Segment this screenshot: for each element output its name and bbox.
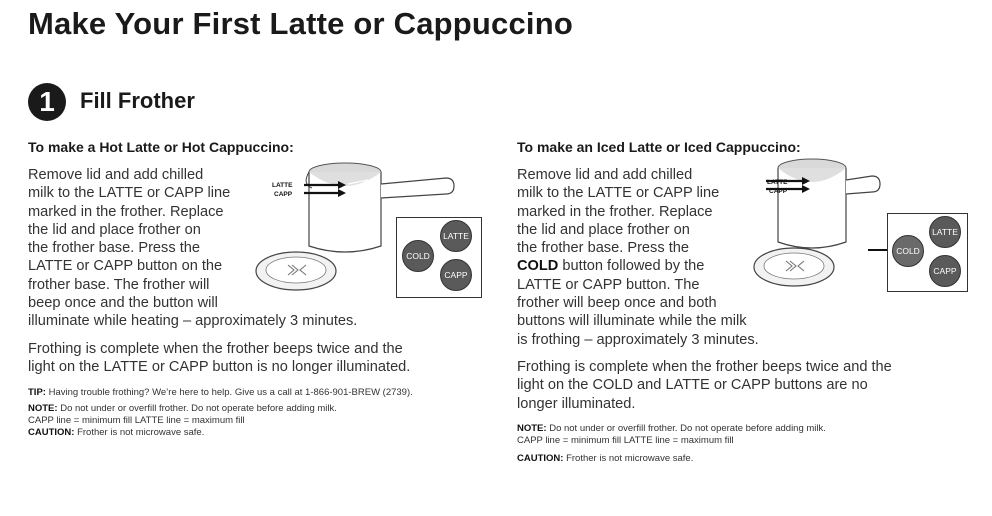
- capp-line-label: CAPP: [274, 191, 293, 198]
- iced-complete-line: light on the COLD and LATTE or CAPP buttons are no: [517, 377, 868, 394]
- hot-line: the frother base. Press the: [28, 240, 200, 257]
- control-panel: [396, 217, 482, 298]
- hot-line: beep once and the button will: [28, 295, 218, 312]
- hot-note: [28, 403, 478, 415]
- iced-complete-text: [517, 358, 967, 413]
- note-text: Do not under or overfill frother. Do not operate before adding milk.: [546, 423, 826, 434]
- hot-line: milk to the LATTE or CAPP line: [28, 185, 231, 202]
- hot-line: LATTE or CAPP button on the: [28, 258, 223, 275]
- hot-heading: To make a Hot Latte or Hot Cappuccino:: [28, 139, 294, 155]
- iced-heading: To make an Iced Latte or Iced Cappuccino:: [517, 139, 801, 155]
- cold-rest: button followed by the: [558, 258, 705, 275]
- caution-label: CAUTION:: [517, 453, 564, 464]
- note-text: Do not under or overfill frother. Do not operate before adding milk.: [57, 403, 337, 414]
- hot-notes: [28, 387, 478, 439]
- latte-button[interactable]: LATTE: [440, 220, 472, 252]
- hot-line: frother base. The frother will: [28, 276, 210, 293]
- capp-button[interactable]: CAPP: [440, 259, 472, 291]
- hot-line: marked in the frother. Replace: [28, 203, 224, 220]
- iced-complete-line: Frothing is complete when the frother beeps twice and the: [517, 359, 892, 375]
- iced-line: is frothing – approximately 3 minutes.: [517, 331, 759, 348]
- iced-latte-line-label: LATTE: [767, 179, 788, 186]
- iced-line: milk to the LATTE or CAPP line: [517, 185, 720, 202]
- cold-button[interactable]: COLD: [402, 240, 434, 272]
- tip-label: TIP:: [28, 387, 46, 398]
- iced-fill-info: CAPP line = minimum fill LATTE line = maximum fill: [517, 435, 734, 446]
- frother-base-illustration: [254, 250, 338, 292]
- page-title: Make Your First Latte or Cappuccino: [28, 6, 574, 41]
- iced-frother-base-illustration: [752, 246, 836, 288]
- iced-line: Remove lid and add chilled: [517, 167, 693, 183]
- hot-line: Remove lid and add chilled: [28, 167, 204, 183]
- iced-control-panel: [887, 213, 968, 292]
- iced-cold-button[interactable]: COLD: [892, 235, 924, 267]
- step-title: Fill Frother: [80, 88, 195, 113]
- hot-complete-line: light on the LATTE or CAPP button is no longer illuminated.: [28, 359, 411, 376]
- hot-tip: [28, 387, 478, 399]
- tip-text: Having trouble frothing? We’re here to help. Give us a call at 1-866-901-BREW (2739).: [45, 387, 413, 398]
- iced-line: frother will beep once and both: [517, 295, 717, 312]
- iced-complete-line: longer illuminated.: [517, 395, 636, 412]
- cold-word: COLD: [517, 258, 559, 275]
- hot-caution: [28, 427, 478, 439]
- hot-line: the lid and place frother on: [28, 221, 201, 238]
- iced-line: buttons will illuminate while the milk: [517, 313, 747, 330]
- iced-line: the frother base. Press the: [517, 240, 689, 257]
- hot-complete-text: [28, 340, 478, 377]
- iced-note: [517, 423, 967, 435]
- latte-line-label: LATTE: [272, 182, 293, 189]
- caution-text: Frother is not microwave safe.: [563, 453, 694, 464]
- iced-capp-line-label: CAPP: [769, 188, 788, 195]
- iced-frother-illustration: [764, 154, 884, 254]
- iced-line: the lid and place frother on: [517, 221, 690, 238]
- iced-line: marked in the frother. Replace: [517, 203, 713, 220]
- note-label: NOTE:: [28, 403, 58, 414]
- iced-capp-button[interactable]: CAPP: [929, 255, 961, 287]
- hot-complete-line: Frothing is complete when the frother beeps twice and the: [28, 341, 403, 357]
- iced-line: LATTE or CAPP button. The: [517, 276, 700, 293]
- caution-label: CAUTION:: [28, 427, 75, 438]
- iced-latte-button[interactable]: LATTE: [929, 216, 961, 248]
- note-label: NOTE:: [517, 423, 547, 434]
- hot-fill-info: CAPP line = minimum fill LATTE line = maximum fill: [28, 415, 245, 426]
- hot-line: illuminate while heating – approximately 3 minutes.: [28, 313, 358, 330]
- caution-text: Frother is not microwave safe.: [74, 427, 205, 438]
- iced-caution: [517, 453, 967, 465]
- iced-notes: [517, 423, 967, 465]
- step-number-badge: 1: [28, 83, 66, 121]
